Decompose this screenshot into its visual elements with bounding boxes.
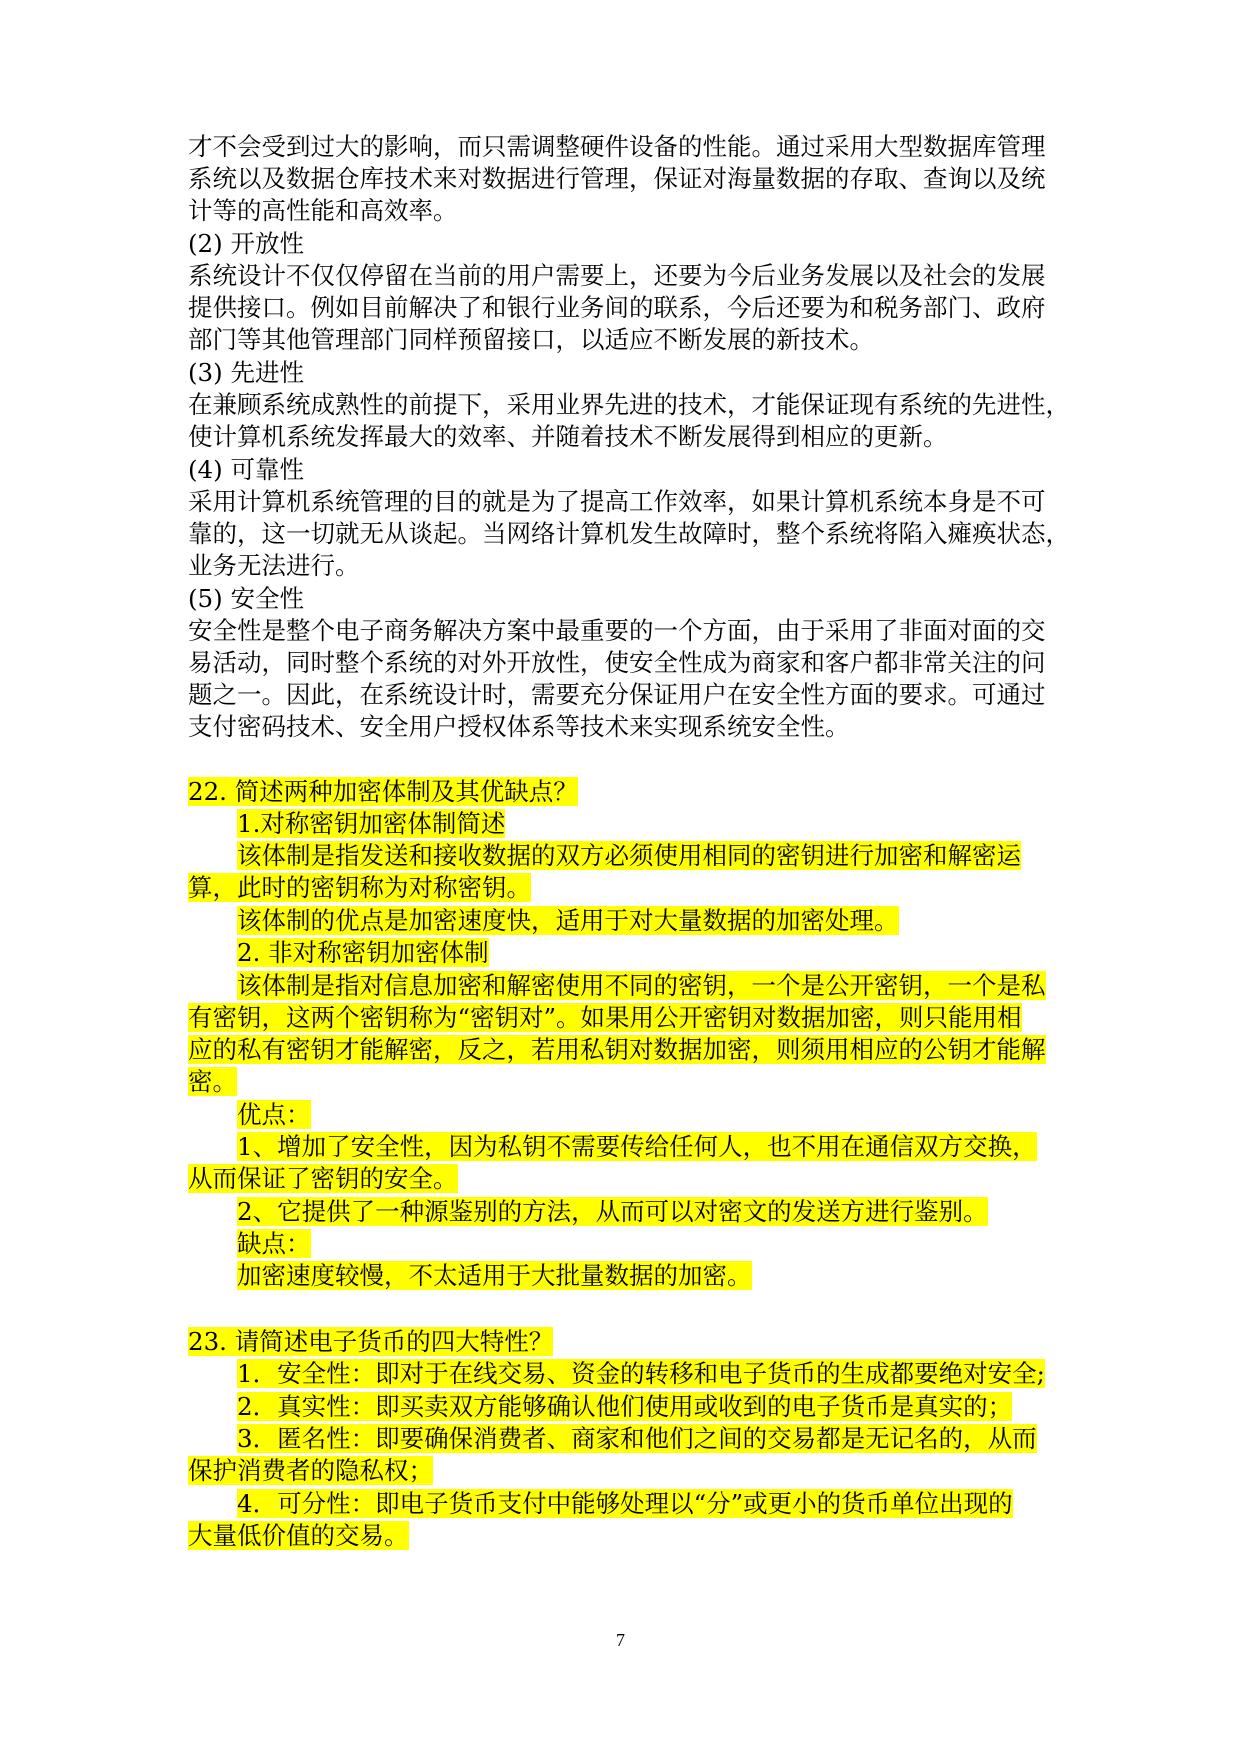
q22-asymmetric-desc xyxy=(237,970,1046,1002)
body-text-line: 题之一。因此，在系统设计时，需要充分保证用户在安全性方面的要求。可通过 xyxy=(188,680,1046,709)
section-heading-security: (5) 安全性 xyxy=(188,584,304,613)
highlighted-text: 4．可分性：即电子货币支付中能够处理以“分”或更小的货币单位出现的 xyxy=(237,1489,1013,1518)
body-text-line: 系统设计不仅仅停留在当前的用户需要上，还要为今后业务发展以及社会的发展 xyxy=(188,261,1046,290)
page-number: 7 xyxy=(616,1630,625,1650)
highlighted-text: 缺点： xyxy=(237,1229,311,1258)
q22-pro-1 xyxy=(237,1131,1037,1163)
body-text-line: 业务无法进行。 xyxy=(188,551,360,580)
highlighted-text: 密。 xyxy=(188,1067,237,1096)
highlighted-text: 有密钥，这两个密钥称为“密钥对”。如果用公开密钥对数据加密，则只能用相 xyxy=(188,1003,1022,1032)
highlighted-text: 1．安全性：即对于在线交易、资金的转移和电子货币的生成都要绝对安全; xyxy=(237,1359,1045,1388)
body-text-line: 才不会受到过大的影响，而只需调整硬件设备的性能。通过采用大型数据库管理 xyxy=(188,132,1046,161)
q23-item-1 xyxy=(237,1358,1045,1390)
highlighted-text: 1.对称密钥加密体制简述 xyxy=(237,809,506,838)
q22-pro-1 xyxy=(188,1163,458,1195)
body-text-line: 系统以及数据仓库技术来对数据进行管理，保证对海量数据的存取、查询以及统 xyxy=(188,164,1046,193)
body-text-line: 采用计算机系统管理的目的就是为了提高工作效率，如果计算机系统本身是不可 xyxy=(188,487,1046,516)
highlighted-text: 该体制是指发送和接收数据的双方必须使用相同的密钥进行加密和解密运 xyxy=(237,841,1021,870)
highlighted-text: 22. 简述两种加密体制及其优缺点？ xyxy=(188,777,578,806)
section-heading-reliability: (4) 可靠性 xyxy=(188,455,304,484)
section-heading-advanced: (3) 先进性 xyxy=(188,358,304,387)
highlighted-text: 保护消费者的隐私权； xyxy=(188,1456,433,1485)
highlighted-text: 该体制是指对信息加密和解密使用不同的密钥，一个是公开密钥，一个是私 xyxy=(237,971,1046,1000)
q22-symmetric-advantage xyxy=(237,905,899,937)
highlighted-text: 应的私有密钥才能解密，反之，若用私钥对数据加密，则须用相应的公钥才能解 xyxy=(188,1035,1046,1064)
q23-item-4 xyxy=(188,1520,409,1552)
body-text-line: 提供接口。例如目前解决了和银行业务间的联系，今后还要为和税务部门、政府 xyxy=(188,293,1046,322)
q22-asymmetric-title xyxy=(237,937,489,969)
highlighted-text: 2. 非对称密钥加密体制 xyxy=(237,938,489,967)
body-text-line: 靠的，这一切就无从谈起。当网络计算机发生故障时，整个系统将陷入瘫痪状态， xyxy=(188,519,1070,548)
body-text-line: 在兼顾系统成熟性的前提下，采用业界先进的技术，才能保证现有系统的先进性， xyxy=(188,390,1070,419)
highlighted-text: 该体制的优点是加密速度快，适用于对大量数据的加密处理。 xyxy=(237,906,899,935)
q22-con-1 xyxy=(237,1260,752,1292)
highlighted-text: 算，此时的密钥称为对称密钥。 xyxy=(188,873,531,902)
question-23 xyxy=(188,1326,553,1358)
highlighted-text: 大量低价值的交易。 xyxy=(188,1521,409,1550)
highlighted-text: 1、增加了安全性，因为私钥不需要传给任何人，也不用在通信双方交换， xyxy=(237,1132,1037,1161)
q23-item-2 xyxy=(237,1391,1012,1423)
q22-cons-label xyxy=(237,1228,311,1260)
highlighted-text: 从而保证了密钥的安全。 xyxy=(188,1164,458,1193)
highlighted-text: 2．真实性：即买卖双方能够确认他们使用或收到的电子货币是真实的； xyxy=(237,1392,1013,1421)
q22-symmetric-title xyxy=(237,808,505,840)
q22-asymmetric-desc xyxy=(188,1002,1022,1034)
highlighted-text: 加密速度较慢，不太适用于大批量数据的加密。 xyxy=(237,1261,752,1290)
q22-pros-label xyxy=(237,1099,311,1131)
question-22 xyxy=(188,776,578,808)
body-text-line: 使计算机系统发挥最大的效率、并随着技术不断发展得到相应的更新。 xyxy=(188,422,948,451)
q23-item-4 xyxy=(237,1488,1013,1520)
body-text-line: 部门等其他管理部门同样预留接口，以适应不断发展的新技术。 xyxy=(188,325,874,354)
body-text-line: 支付密码技术、安全用户授权体系等技术来实现系统安全性。 xyxy=(188,712,850,741)
q23-item-3 xyxy=(188,1455,433,1487)
q22-asymmetric-desc xyxy=(188,1066,237,1098)
q22-symmetric-desc xyxy=(237,840,1021,872)
q22-pro-2 xyxy=(237,1196,988,1228)
highlighted-text: 23. 请简述电子货币的四大特性？ xyxy=(188,1327,554,1356)
body-text-line: 易活动，同时整个系统的对外开放性，使安全性成为商家和客户都非常关注的问 xyxy=(188,648,1046,677)
q22-symmetric-desc xyxy=(188,872,531,904)
section-heading-openness: (2) 开放性 xyxy=(188,229,304,258)
highlighted-text: 优点： xyxy=(237,1100,311,1129)
body-text-line: 安全性是整个电子商务解决方案中最重要的一个方面，由于采用了非面对面的交 xyxy=(188,616,1046,645)
q23-item-3 xyxy=(237,1423,1037,1455)
body-text-line: 计等的高性能和高效率。 xyxy=(188,196,458,225)
q22-asymmetric-desc xyxy=(188,1034,1046,1066)
highlighted-text: 3．匿名性：即要确保消费者、商家和他们之间的交易都是无记名的，从而 xyxy=(237,1424,1037,1453)
highlighted-text: 2、它提供了一种源鉴别的方法，从而可以对密文的发送方进行鉴别。 xyxy=(237,1197,988,1226)
